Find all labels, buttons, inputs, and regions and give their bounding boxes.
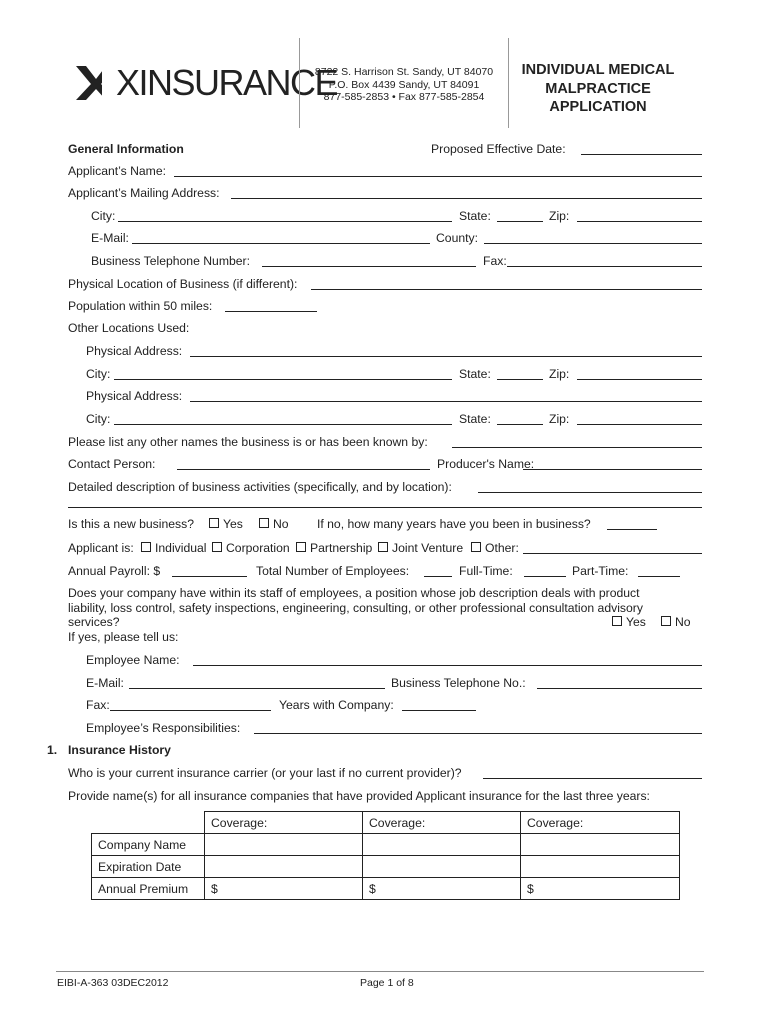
checkbox-icon[interactable] [378,542,388,552]
table-corner-cell [92,812,205,834]
contact-person-field[interactable] [177,469,430,470]
part-time-field[interactable] [638,576,680,577]
business-telephone-no-field[interactable] [537,688,702,689]
email-label: E-Mail: [91,231,129,245]
current-carrier-question: Who is your current insurance carrier (or your last if no current provider)? [68,766,462,780]
applicant-type-other[interactable] [471,541,519,555]
checkbox-icon[interactable] [209,518,219,528]
applicants-name-field[interactable] [174,176,702,177]
applicant-type-joint-venture[interactable] [378,541,463,555]
zip-field-2[interactable] [577,379,702,380]
checkbox-icon[interactable] [141,542,151,552]
employee-name-label: Employee Name: [86,653,180,667]
years-in-business-field[interactable] [607,529,657,530]
email-field[interactable] [132,243,430,244]
phone-line: 877-585-2853 • Fax 877-585-2854 [323,91,485,103]
state-field-2[interactable] [497,379,543,380]
row-label-expiration-date: Expiration Date [92,856,205,878]
company-logo [76,60,338,104]
table-row [92,878,680,900]
applicant-type-partnership[interactable] [296,541,372,555]
employee-fax-label: Fax: [86,698,110,712]
coverage-header-2: Coverage: [363,812,521,834]
years-with-company-field[interactable] [402,710,476,711]
business-description-label: Detailed description of business activities (specifically, and by location): [68,480,452,494]
county-field[interactable] [484,243,702,244]
annual-premium-cell-3[interactable]: $ [521,878,680,900]
section-number: 1. [47,743,58,757]
row-label-annual-premium: Annual Premium [92,878,205,900]
physical-location-field[interactable] [311,289,702,290]
state-label-2: State: [459,367,491,381]
zip-field-3[interactable] [577,424,702,425]
consultation-no-label: No [675,615,691,629]
city-field-2[interactable] [114,379,452,380]
annual-premium-cell-1[interactable]: $ [205,878,363,900]
consultation-question-line-1: Does your company have within its staff of employees, a position whose job description deals with product [68,586,640,600]
business-telephone-field[interactable] [262,266,476,267]
years-with-company-label: Years with Company: [279,698,394,712]
insurance-history-heading: Insurance History [68,743,171,757]
new-business-question: Is this a new business? [68,517,195,531]
proposed-effective-date-field[interactable] [581,154,702,155]
company-address [302,66,506,104]
physical-address-field-1[interactable] [190,356,702,357]
employee-email-field[interactable] [129,688,385,689]
consultation-yes-label: Yes [626,615,646,629]
employee-email-label: E-Mail: [86,676,124,690]
zip-field[interactable] [577,221,702,222]
expiration-date-cell-2[interactable] [363,856,521,878]
business-description-field-1[interactable] [478,492,702,493]
other-label: Other: [485,541,519,555]
checkbox-icon[interactable] [296,542,306,552]
company-name-cell-2[interactable] [363,834,521,856]
state-field[interactable] [497,221,543,222]
new-business-no-label: No [273,517,289,531]
state-label: State: [459,209,491,223]
coverage-header-1: Coverage: [205,812,363,834]
form-id: EIBI-A-363 03DEC2012 [57,977,169,989]
partnership-label: Partnership [310,541,373,555]
consultation-question-line-2: liability, loss control, safety inspections, engineering, consulting, or other professional consultation advisory [68,600,643,615]
table-row [92,834,680,856]
applicants-name-label: Applicant’s Name: [68,164,166,178]
applicant-type-corporation[interactable] [212,541,290,555]
corporation-label: Corporation [226,541,290,555]
title-line-3: APPLICATION [549,99,647,115]
population-field[interactable] [225,311,317,312]
employee-fax-field[interactable] [110,710,271,711]
address-line-2: P.O. Box 4439 Sandy, UT 84091 [328,78,480,91]
business-telephone-label: Business Telephone Number: [91,254,250,268]
general-information-heading: General Information [68,142,184,156]
insurance-history-table [91,811,680,900]
page-number: Page 1 of 8 [360,977,414,989]
header-divider-right [508,38,509,128]
city-label-3: City: [86,412,111,426]
physical-address-label-1: Physical Address: [86,344,183,358]
checkbox-icon[interactable] [661,616,671,626]
provide-names-label: Provide name(s) for all insurance companies that have provided Applicant insurance for the last three years: [68,789,650,803]
zip-label-2: Zip: [549,367,570,381]
if-yes-label: If yes, please tell us: [68,629,179,644]
form-title [510,61,686,117]
table-row [92,856,680,878]
applicant-type-individual[interactable] [141,541,207,555]
total-employees-label: Total Number of Employees: [256,564,410,578]
years-in-business-question: If no, how many years have you been in business? [317,517,591,531]
checkbox-icon[interactable] [212,542,222,552]
city-label: City: [91,209,116,223]
producers-name-label: Producer's Name: [437,457,535,471]
employee-name-field[interactable] [193,665,702,666]
header-divider-left [299,38,300,128]
contact-person-label: Contact Person: [68,457,156,471]
mailing-address-field[interactable] [231,198,702,199]
employee-responsibilities-label: Employee’s Responsibilities: [86,721,241,735]
individual-label: Individual [155,541,207,555]
applicant-type-other-field[interactable] [523,553,702,554]
new-business-yes-label: Yes [223,517,243,531]
address-line-1: 8722 S. Harrison St. Sandy, UT 84070 [314,66,494,78]
full-time-field[interactable] [524,576,566,577]
joint-venture-label: Joint Venture [392,541,464,555]
part-time-label: Part-Time: [572,564,629,578]
new-business-no[interactable] [259,517,289,531]
applicant-is-label: Applicant is: [68,541,134,555]
proposed-effective-date-label: Proposed Effective Date: [431,142,566,156]
city-field-3[interactable] [114,424,452,425]
expiration-date-cell-1[interactable] [205,856,363,878]
company-name-cell-1[interactable] [205,834,363,856]
checkbox-icon[interactable] [612,616,622,626]
fax-label: Fax: [483,254,507,268]
zip-label-3: Zip: [549,412,570,426]
city-label-2: City: [86,367,111,381]
state-field-3[interactable] [497,424,543,425]
checkbox-icon[interactable] [471,542,481,552]
consultation-yes[interactable] [612,615,646,629]
row-label-company-name: Company Name [92,834,205,856]
annual-premium-cell-2[interactable]: $ [363,878,521,900]
new-business-yes[interactable] [209,517,243,531]
fax-field[interactable] [507,266,702,267]
company-name-cell-3[interactable] [521,834,680,856]
business-description-field-2[interactable] [68,507,702,508]
city-field[interactable] [118,221,452,222]
full-time-label: Full-Time: [459,564,513,578]
producers-name-field[interactable] [523,469,702,470]
physical-address-field-2[interactable] [190,401,702,402]
consultation-question-line-3: services? [68,615,120,629]
current-carrier-field[interactable] [483,778,702,779]
annual-payroll-label: Annual Payroll: $ [68,564,161,578]
physical-address-label-2: Physical Address: [86,389,183,403]
physical-location-label: Physical Location of Business (if different): [68,277,298,291]
county-label: County: [436,231,479,245]
zip-label: Zip: [549,209,570,223]
checkbox-icon[interactable] [259,518,269,528]
footer-divider [56,971,704,972]
mailing-address-label: Applicant’s Mailing Address: [68,186,220,200]
state-label-3: State: [459,412,491,426]
other-locations-label: Other Locations Used: [68,321,190,335]
coverage-header-3: Coverage: [521,812,680,834]
employee-responsibilities-field[interactable] [254,733,702,734]
total-employees-field[interactable] [424,576,452,577]
other-names-field[interactable] [452,447,702,448]
table-header-row [92,812,680,834]
title-line-2: MALPRACTICE [545,80,651,97]
population-label: Population within 50 miles: [68,299,213,313]
annual-payroll-field[interactable] [172,576,247,577]
expiration-date-cell-3[interactable] [521,856,680,878]
title-line-1: INDIVIDUAL MEDICAL [521,62,675,78]
logo-text: XINSURANCE [102,63,337,103]
consultation-no[interactable] [661,615,691,629]
other-names-label: Please list any other names the business is or has been known by: [68,435,428,449]
business-telephone-no-label: Business Telephone No.: [391,676,526,690]
